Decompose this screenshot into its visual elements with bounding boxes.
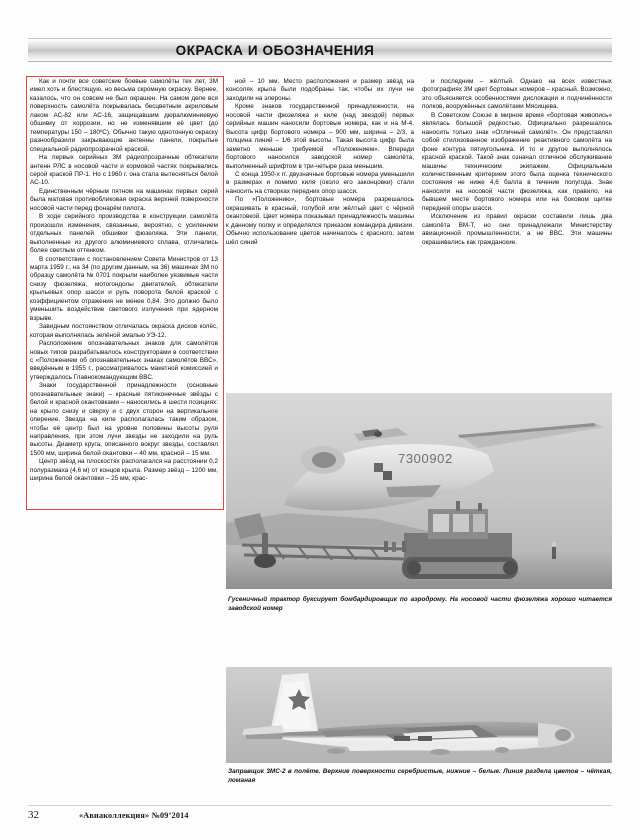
photo-1-graphic [226, 393, 612, 589]
photo-2-caption: Заправщик 3МС-2 в полёте. Верхние поверхности серебристые, нижние – белые. Линия раздела цветов – чёткая, ломаная [228, 768, 612, 784]
paragraph: В ходе серийного производства в конструкции самолёта произошли изменения, связанные, вероятно, с усилением отдельных панелей обшивки фюзеляжа. Эти панели, выполненные из другого алюминиевого сплава, отличались более светлым оттенком. [30, 213, 218, 255]
section-header-banner [28, 38, 612, 62]
page-number: 32 [28, 809, 39, 821]
photo-bomber-towed-by-tractor [226, 393, 612, 589]
paragraph: и последним – жёлтый. Однако на всех известных фотографиях 3М цвет бортовых номеров – красный. Возможно, это объясняется особенностями дислокации и подчинённости полков, вооружённых самолётами Мясищева. [422, 78, 612, 111]
paragraph: В соответствии с постановлением Совета Министров от 13 марта 1959 г., на 34 (по другим данным, на 36) машинах 3М по образцу самолёта № 0701 покрыли наиболее уязвимые части снизу фюзеляжа, мотогондолы двигателей, обтекатели крыльевых опор шасси и руль поворота белой краской с коэффициентом отражения не менее 0,84. Это должно было уменьшить воздействие светового излучения при ядерном взрыве. [30, 255, 218, 322]
paragraph: На первых серийных 3М радиопрозрачные обтекатели антенн РЛС в носовой части и кормовой частях покрывались серой краской ПР-1. Но с 1960 г. она стала вытесняться белой АС-10. [30, 154, 218, 187]
page-footer [28, 809, 612, 821]
aircraft-serial-number: 7300902 [398, 451, 453, 466]
photo-2-graphic [226, 667, 612, 763]
paragraph: Знаки государственной принадлежности (основные опознавательные знаки) – красные пятиконечные звёзды с белой и красной окантовками – наносились в шести позициях: на крыло снизу и сверху и с двух сторон на вертикальное оперение. Звезда на киле располагалась таким образом, чтобы её центр был на уровне половины высоты руля направления, при этом лучи звезды не заходили на руль высоты. Диаметр круга, описанного вокруг звезды, составлял 1500 мм, ширина белой окантовки – 40 мм, красной – 15 мм. [30, 382, 218, 457]
paragraph: Завидным постоянством отличалась окраска дисков колёс, которая выполнялась зелёной эмалью УЭ-12. [30, 323, 218, 339]
photo-3ms2-tanker-in-flight [226, 667, 612, 763]
photo-1-caption: Гусеничный трактор буксирует бомбардировщик по аэродрому. На носовой части фюзеляжа хорошо читается заводской номер [228, 596, 612, 612]
paragraph: Расположение опознавательных знаков для самолётов новых типов разрабатывалось конструкторами в соответствии с «Положением об опознавательных знаках самолётов ВВС», введённым в 1955 г., рассматривалось макетной комиссией и утверждалось Главнокомандующим ВВС. [30, 340, 218, 381]
paragraph: Исключение из правил окраски составили лишь два самолёта ВМ-Т, но они принадлежали Министерству авиационной промышленности, а не ВВС. Эти машины окрашивались как гражданские. [422, 213, 612, 246]
paragraph: Единственным чёрным пятном на машинах первых серий была матовая противобликовая окраска верхней поверхности носовой части перед фонарём пилота. [30, 187, 218, 212]
paragraph: Как и почти все советские боевые самолёты тех лет, 3М имел хоть и блестящую, но весьма скромную окраску. Вернее, казалось, что он совсем не был окрашен. На самом деле вся поверхность самолёта покрывалась бесцветным акриловым лаком АС-82 или АС-16, защищавшим дюралюминиевую обшивку от коррозии, но не изменявшим её цвет (до температуры 150 – 180ºС). Обычно такую однотонную окраску разнообразили закрывающие антенны панели, покрытые специальной радиопрозрачной краской. [30, 78, 218, 153]
text-column-1 [30, 78, 218, 484]
text-column-3 [422, 78, 612, 247]
magazine-imprint: «Авиаколлекция» №09’2014 [79, 811, 189, 820]
footer-divider [28, 805, 612, 806]
paragraph: ной – 10 мм. Место расположения и размер звёзд на консолях крыла были подобраны так, чтобы их лучи не заходили на элероны. [226, 78, 414, 102]
paragraph: Центр звёзд на плоскостях располагался на расстоянии 0,2 полуразмаха (4,6 м) от концов крыла. Размер звёзд – 1200 мм, ширина белой окантовки – 25 мм, крас- [30, 458, 218, 483]
paragraph: По «Положению», бортовые номера разрешалось окрашивать в красный, голубой или жёлтый цвет с чёрной окантовкой. Цвет номера показывал принадлежность машины к данному полку и определялся приказом командира дивизии. Обычно использование цветов начиналось с красного, затем шёл синий [226, 196, 414, 246]
paragraph: Кроме знаков государственной принадлежности, на носовой части фюзеляжа и киле (над звездой) первых серийных машин наносили бортовые номера, как и на М-4. Высота цифр бортового номера – 900 мм, ширина – 2/3, а толщина линий – 1/6 этой высоты. Такая высота цифр была заметно меньше требуемой «Положением». Впереди бортового наносился заводской номер самолёта, выполненный шрифтом в три-четыре раза меньшим. [226, 103, 414, 170]
text-column-2 [226, 78, 414, 247]
page-title: ОКРАСКА И ОБОЗНАЧЕНИЯ [175, 42, 375, 58]
paragraph: В Советском Союзе в мирное время «бортовая живопись» являлась большой редкостью. Официально разрешалось наносить только знак «Отличный самолёт». Он представлял собой стилизованное изображение реактивного самолёта на фоне контура пятиугольника. И то и другое выполнялось красной краской. Такой знак означал отличное обслуживание машины техническим экипажем. Официальным количественным критерием этого была оценка технического состояния не ниже 4,6 балла в течение полугода. Знак наносили на носовой части фюзеляжа, как правило, на бывшем месте бортового номера или на боковом щитке передней опоры шасси. [422, 111, 612, 212]
paragraph: С конца 1950-х гг. двузначные бортовые номера уменьшили в размерах и помимо киля (около его законцовки) стали наносить на створках передних опор шасси. [226, 170, 414, 195]
